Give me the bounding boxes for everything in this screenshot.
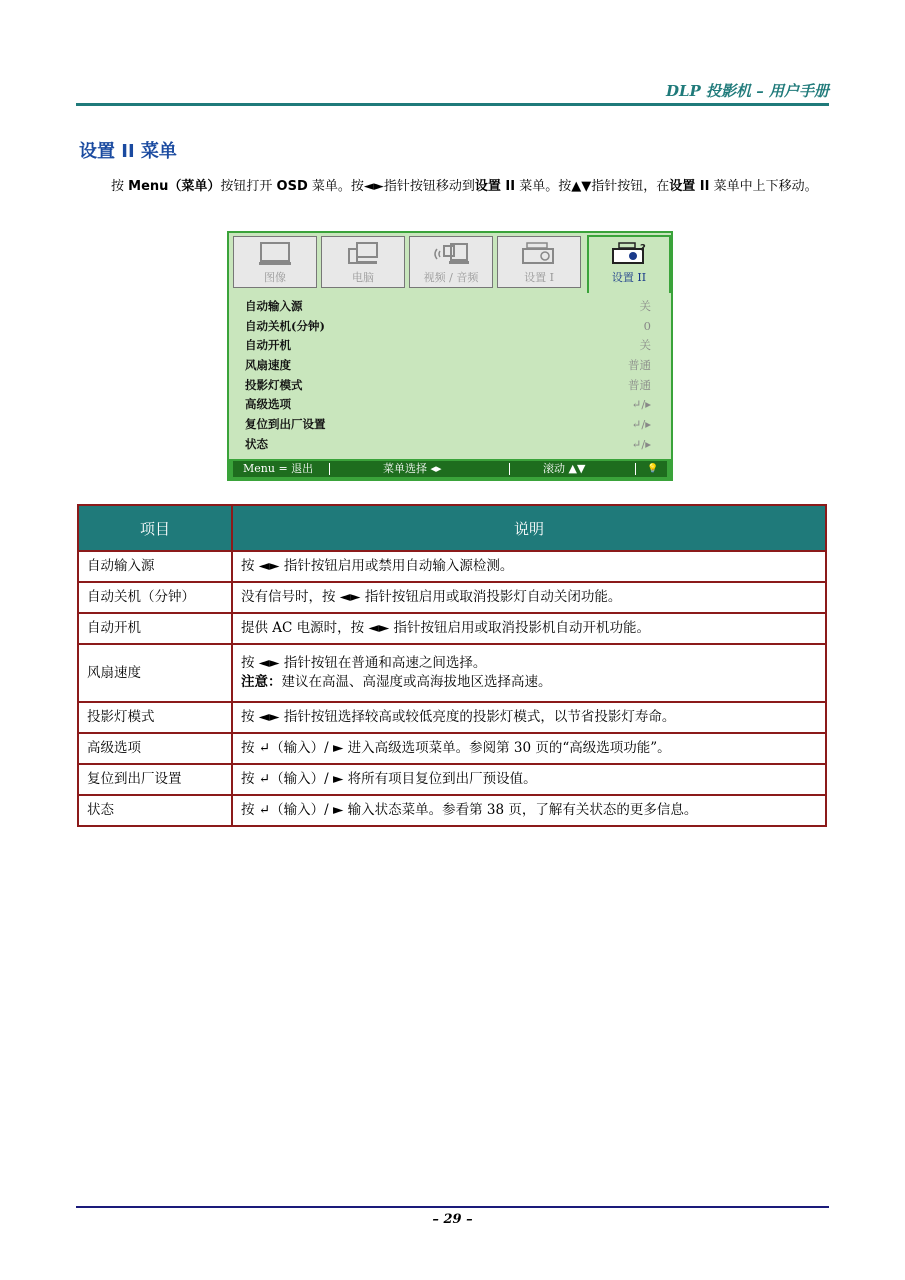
monitor-icon xyxy=(255,241,295,267)
osd-item xyxy=(245,356,651,376)
table-row xyxy=(78,733,826,764)
osd-item-label: 复位到出厂设置 xyxy=(245,417,326,432)
osd-tab-video-audio xyxy=(409,236,493,288)
intro-text-2: 按钮打开 xyxy=(220,179,277,194)
osd-tab-setup1 xyxy=(497,236,581,288)
table-cell-description: 按 ↵（输入）/ ► 将所有项目复位到出厂预设值。 xyxy=(232,764,826,795)
table-cell-description: 没有信号时，按 ◄► 指针按钮启用或取消投影灯自动关闭功能。 xyxy=(232,582,826,613)
table-row xyxy=(78,582,826,613)
intro-setup2: 设置 II xyxy=(474,179,516,194)
intro-text-4: 菜单。按▲▼指针按钮，在 xyxy=(515,179,670,194)
video-audio-icon xyxy=(431,241,471,267)
osd-tab-label: 图像 xyxy=(264,271,286,284)
column-header-description: 说明 xyxy=(232,505,826,551)
intro-setup2b: 设置 II xyxy=(669,179,710,194)
osd-tab-label: 视频 / 音频 xyxy=(423,271,479,284)
table-cell-description: 按 ↵（输入）/ ► 进入高级选项菜单。参阅第 30 页的“高级选项功能”。 xyxy=(232,733,826,764)
osd-item xyxy=(245,297,651,317)
osd-tab-computer xyxy=(321,236,405,288)
osd-item-label: 自动关机(分钟) xyxy=(245,318,325,333)
intro-text-3: 菜单。按◄►指针按钮移动到 xyxy=(307,179,475,194)
note-text: 建议在高温、高湿度或高海拔地区选择高速。 xyxy=(281,674,552,690)
osd-item-value: 0 xyxy=(643,318,651,333)
osd-item-list xyxy=(245,297,651,455)
osd-tabs xyxy=(233,236,667,294)
intro-menu-key: Menu（菜单） xyxy=(128,179,221,194)
table-cell-description: 按 ↵（输入）/ ► 输入状态菜单。参看第 38 页，了解有关状态的更多信息。 xyxy=(232,795,826,826)
osd-item-label: 风扇速度 xyxy=(245,358,291,373)
table-cell-item: 状态 xyxy=(78,795,232,826)
intro-osd: OSD xyxy=(276,179,308,194)
osd-item-value: 关 xyxy=(639,338,651,353)
svg-text:?: ? xyxy=(640,243,646,254)
osd-item xyxy=(245,317,651,337)
lightbulb-icon: 💡 xyxy=(647,464,659,474)
osd-item-value: 普通 xyxy=(628,377,651,392)
osd-bar-separator xyxy=(635,463,636,475)
osd-item xyxy=(245,336,651,356)
table-cell-item: 高级选项 xyxy=(78,733,232,764)
page-number: – 29 – xyxy=(432,1212,473,1227)
osd-tab-label: 电脑 xyxy=(352,271,374,284)
osd-tab-label: 设置 II xyxy=(611,271,647,284)
osd-bar-separator xyxy=(329,463,330,475)
intro-text-1: 按 xyxy=(111,179,129,194)
osd-tab-label: 设置 I xyxy=(524,271,554,284)
table-row xyxy=(78,551,826,582)
projector-icon xyxy=(519,241,559,267)
settings-description-table xyxy=(77,504,827,827)
osd-item xyxy=(245,435,651,455)
table-cell-description xyxy=(232,644,826,702)
osd-item-label: 自动开机 xyxy=(245,338,291,353)
osd-status-bar xyxy=(229,459,671,479)
table-cell-description: 按 ◄► 指针按钮启用或禁用自动输入源检测。 xyxy=(232,551,826,582)
osd-item-label: 状态 xyxy=(245,436,268,451)
document-header-title: DLP 投影机 – 用户手册 xyxy=(665,82,829,100)
osd-bar-exit: Menu = 退出 xyxy=(243,462,314,475)
osd-bar-separator xyxy=(509,463,510,475)
osd-status-bar-inner xyxy=(233,461,667,477)
description-text: 按 ◄► 指针按钮在普通和高速之间选择。 xyxy=(241,655,487,671)
osd-item xyxy=(245,376,651,396)
osd-tab-image xyxy=(233,236,317,288)
osd-item-value: 关 xyxy=(639,299,651,313)
header-divider xyxy=(76,103,829,106)
osd-item xyxy=(245,395,651,415)
column-header-item: 项目 xyxy=(78,505,232,551)
intro-text-5: 菜单中上下移动。 xyxy=(709,179,818,194)
section-title: 设置 II 菜单 xyxy=(79,141,177,162)
osd-item-value: ↵/▸ xyxy=(631,436,651,451)
osd-item-value: ↵/▸ xyxy=(631,397,651,412)
note-line xyxy=(241,673,817,692)
osd-item-value: 普通 xyxy=(628,358,651,373)
table-row xyxy=(78,644,826,702)
table-cell-item: 自动开机 xyxy=(78,613,232,644)
computer-icon xyxy=(343,241,383,267)
osd-item xyxy=(245,415,651,435)
osd-menu-screenshot xyxy=(227,231,673,481)
projector-settings-icon xyxy=(609,241,649,267)
osd-item-label: 高级选项 xyxy=(245,397,291,412)
table-row xyxy=(78,795,826,826)
table-cell-item: 自动关机（分钟） xyxy=(78,582,232,613)
table-cell-item: 投影灯模式 xyxy=(78,702,232,733)
table-row xyxy=(78,613,826,644)
table-row xyxy=(78,702,826,733)
osd-item-value: ↵/▸ xyxy=(631,417,651,432)
table-row xyxy=(78,764,826,795)
table-cell-description: 提供 AC 电源时，按 ◄► 指针按钮启用或取消投影机自动开机功能。 xyxy=(232,613,826,644)
table-cell-item: 复位到出厂设置 xyxy=(78,764,232,795)
table-cell-item: 自动输入源 xyxy=(78,551,232,582)
intro-paragraph xyxy=(111,176,827,198)
osd-bar-scroll: 滚动 ▲▼ xyxy=(543,462,586,475)
osd-item-label: 投影灯模式 xyxy=(245,377,303,392)
osd-tab-setup2 xyxy=(587,235,671,293)
table-header-row xyxy=(78,505,826,551)
table-cell-description: 按 ◄► 指针按钮选择较高或较低亮度的投影灯模式，以节省投影灯寿命。 xyxy=(232,702,826,733)
table-cell-item: 风扇速度 xyxy=(78,644,232,702)
note-label: 注意： xyxy=(241,674,282,690)
osd-bar-select: 菜单选择 ◂▸ xyxy=(383,462,442,475)
footer-divider xyxy=(76,1206,829,1208)
osd-item-label: 自动输入源 xyxy=(245,299,303,313)
